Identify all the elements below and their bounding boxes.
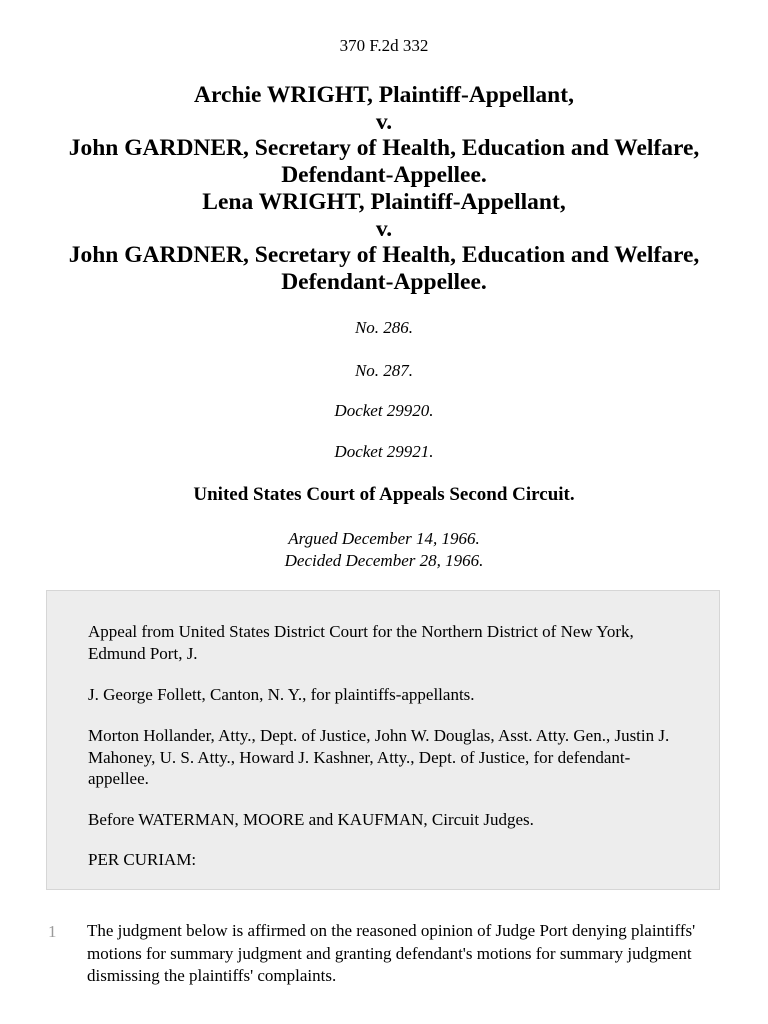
per-curiam-label: PER CURIAM: [88, 850, 197, 869]
court-name: United States Court of Appeals Second Circuit. [193, 484, 575, 505]
appellant-counsel-text: J. George Follett, Canton, N. Y., for plaintiffs-appellants. [88, 685, 475, 704]
docket-number: Docket 29920. [334, 401, 434, 420]
case-caption [20, 82, 748, 296]
caption-line: Archie WRIGHT, Plaintiff-Appellant, [194, 82, 574, 108]
caption-line: Lena WRIGHT, Plaintiff-Appellant, [202, 188, 566, 215]
case-dates [0, 528, 768, 572]
caption-line: Defendant-Appellee. [281, 268, 487, 295]
case-number: No. 286. [354, 318, 414, 337]
paragraph-number: 1 [48, 922, 57, 941]
caption-line: Defendant-Appellee. [281, 162, 487, 189]
caption-line: John GARDNER, Secretary of Health, Education and Welfare, [68, 242, 700, 269]
decided-date: Decided December 28, 1966. [284, 551, 484, 570]
argued-date: Argued December 14, 1966. [288, 529, 480, 548]
caption-line: v. [375, 215, 393, 242]
judges-text: Before WATERMAN, MOORE and KAUFMAN, Circuit Judges. [88, 810, 534, 829]
appeal-from-text: Appeal from United States District Court for the Northern District of New York, Edmund Port, J. [88, 622, 634, 663]
case-summary-box [46, 590, 720, 890]
opinion-paragraph: The judgment below is affirmed on the reasoned opinion of Judge Port denying plaintiffs' motions for summary judgment and granting defendant's motions for summary judgment dismissing the plaintiffs' complaints. [87, 921, 696, 985]
docket-number: Docket 29921. [334, 442, 434, 461]
appellee-counsel-text: Morton Hollander, Atty., Dept. of Justice, John W. Douglas, Asst. Atty. Gen., Justin J. Mahoney, U. S. Atty., Howard J. Kashner, Atty., Dept. of Justice, for defendant-appellee. [88, 726, 670, 788]
caption-line: v. [375, 108, 393, 135]
caption-line: John GARDNER, Secretary of Health, Education and Welfare, [68, 135, 700, 162]
case-number: No. 287. [354, 361, 414, 380]
case-citation: 370 F.2d 332 [339, 36, 429, 55]
